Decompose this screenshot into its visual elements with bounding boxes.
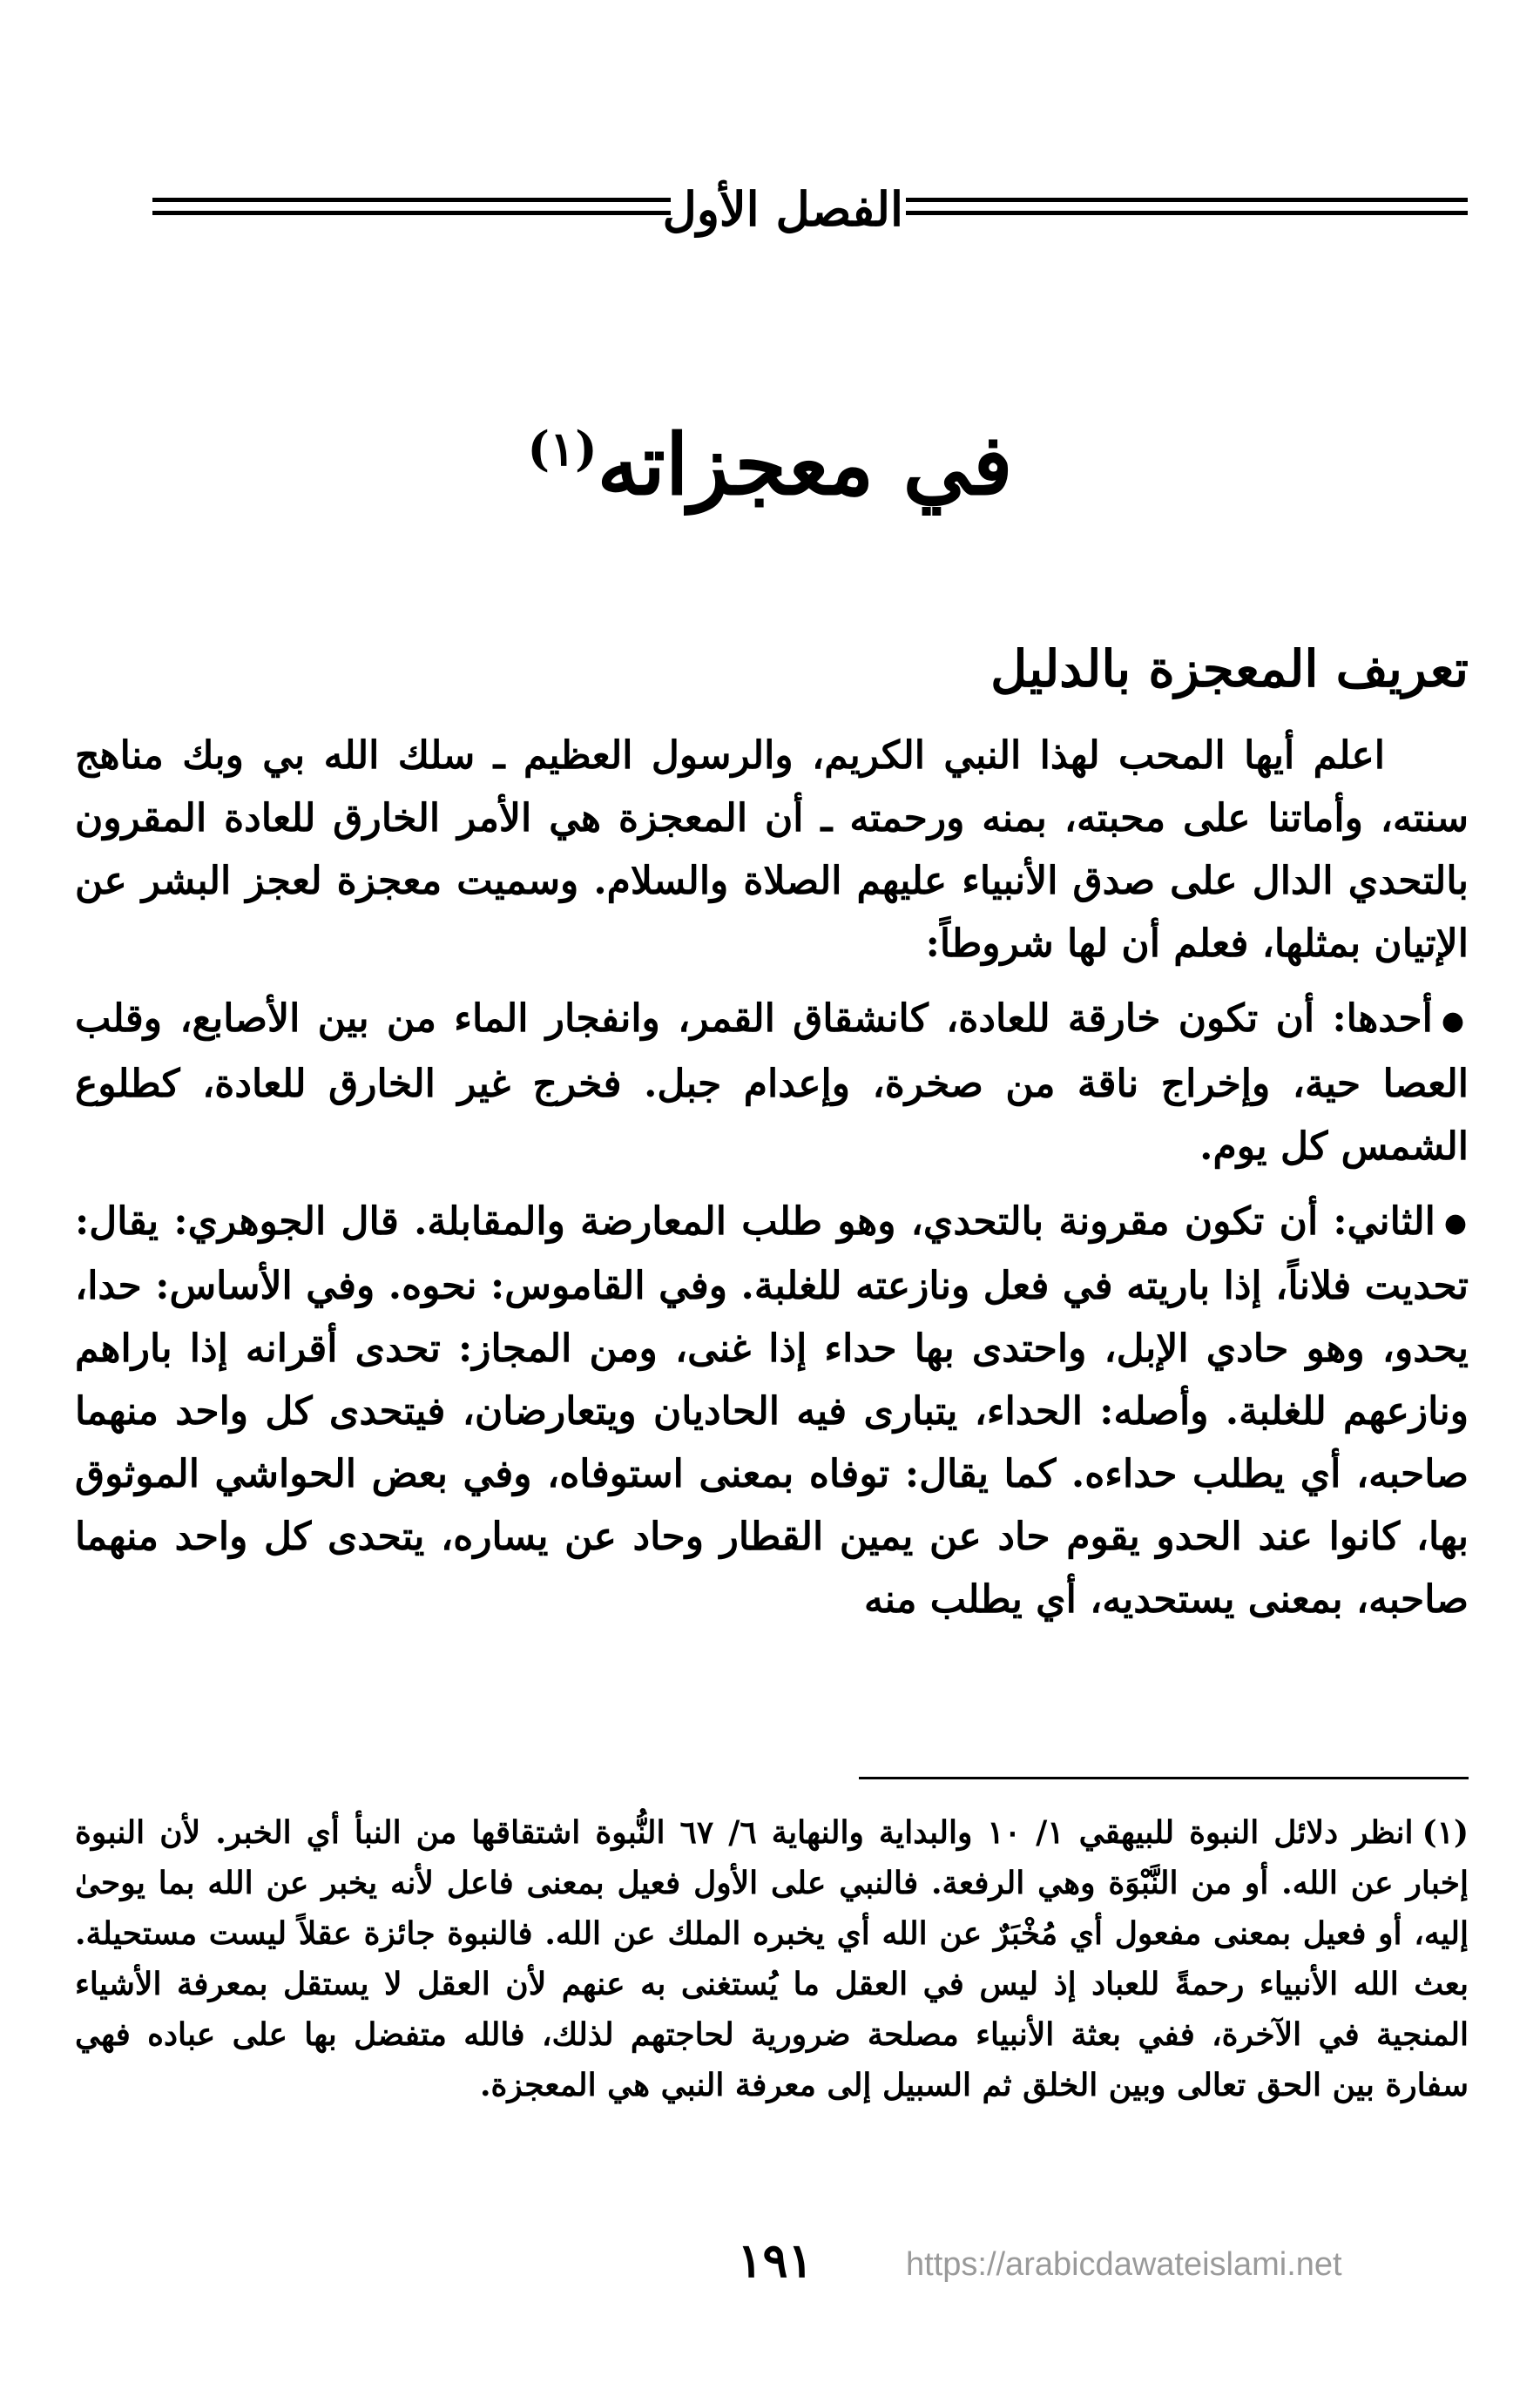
condition-first-text: أحدها: أن تكون خارقة للعادة، كانشقاق القمر، وانفجار الماء من بين الأصابع، وقلب العصا حية، وإخراج ناقة من صخرة، وإعدام جبل. فخرج غير الخارق للعادة، كطلوع الشمس كل يوم. xyxy=(75,996,1469,1169)
header-double-rule-left xyxy=(152,198,671,220)
body-text xyxy=(75,725,1469,1631)
condition-paragraph-first xyxy=(75,988,1469,1178)
footnote xyxy=(75,1807,1469,2110)
chapter-title xyxy=(0,392,1540,522)
running-header-title: الفصل الأول xyxy=(662,181,903,237)
chapter-footnote-marker: (١) xyxy=(527,421,598,476)
footnote-separator xyxy=(859,1777,1469,1779)
section-heading: تعريف المعجزة بالدليل xyxy=(990,639,1469,699)
footnote-text: انظر دلائل النبوة للبيهقي ١/ ١٠ والبداية والنهاية ٦/ ٦٧ النُّبوة اشتقاقها من النبأ أي الخبر. لأن النبوة إخبار عن الله. أو من النَّبْوَة وهي الرفعة. فالنبي على الأول فعيل بمعنى فاعل لأنه يخبر عن الله بما يوحىٰ إليه، أو فعيل بمعنى مفعول أي مُخْبَرٌ عن الله أي يخبره الملك عن الله. فالنبوة جائزة عقلاً ليست مستحيلة. بعث الله الأنبياء رحمةً للعباد إذ ليس في العقل ما يُستغنى به عنهم لأن العقل لا يستقل بمعرفة الأشياء المنجية في الآخرة، ففي بعثة الأنبياء مصلحة ضرورية لحاجتهم لذلك، فالله متفضل بها على عباده فهي سفارة بين الحق تعالى وبين الخلق ثم السبيل إلى معرفة النبي هي المعجزة. xyxy=(75,1814,1469,2103)
header-double-rule-right xyxy=(906,198,1468,220)
page-number: ١٩١ xyxy=(737,2232,814,2288)
condition-second-text: الثاني: أن تكون مقرونة بالتحدي، وهو طلب المعارضة والمقابلة. قال الجوهري: يقال: تحديت فلاناً، إذا باريته في فعل ونازعته للغلبة. وفي القاموس: نحوه. وفي الأساس: حدا، يحدو، وهو حادي الإبل، واحتدى بها حداء إذا غنى، ومن المجاز: تحدى أقرانه إذا باراهم ونازعهم للغلبة. وأصله: الحداء، يتبارى فيه الحاديان ويتعارضان، فيتحدى كل واحد منهما صاحبه، أي يطلب حداءه. كما يقال: توفاه بمعنى استوفاه، وفي بعض الحواشي الموثوق بها، كانوا عند الحدو يقوم حاد عن يمين القطار وحاد عن يساره، يتحدى كل واحد منهما صاحبه، بمعنى يستحديه، أي يطلب منه xyxy=(75,1198,1469,1622)
header-rule-line xyxy=(906,198,1468,202)
header-rule-line xyxy=(906,211,1468,215)
chapter-title-text: في معجزاته xyxy=(597,415,1013,514)
header-rule-line xyxy=(152,198,671,202)
bullet-icon: ● xyxy=(1441,1005,1469,1036)
watermark-url: https://arabicdawateislami.net xyxy=(906,2246,1342,2283)
intro-paragraph: اعلم أيها المحب لهذا النبي الكريم، والرسول العظيم ـ سلك الله بي وبك مناهج سنته، وأماتنا على محبته، بمنه ورحمته ـ أن المعجزة هي الأمر الخارق للعادة المقرون بالتحدي الدال على صدق الأنبياء عليهم الصلاة والسلام. وسميت معجزة لعجز البشر عن الإتيان بمثلها، فعلم أن لها شروطاً: xyxy=(75,733,1469,966)
bullet-icon: ● xyxy=(1443,1208,1469,1239)
footnote-marker: (١) xyxy=(1422,1814,1469,1851)
condition-paragraph-second xyxy=(75,1191,1469,1632)
header-rule-line xyxy=(152,211,671,215)
running-header xyxy=(152,179,1468,240)
